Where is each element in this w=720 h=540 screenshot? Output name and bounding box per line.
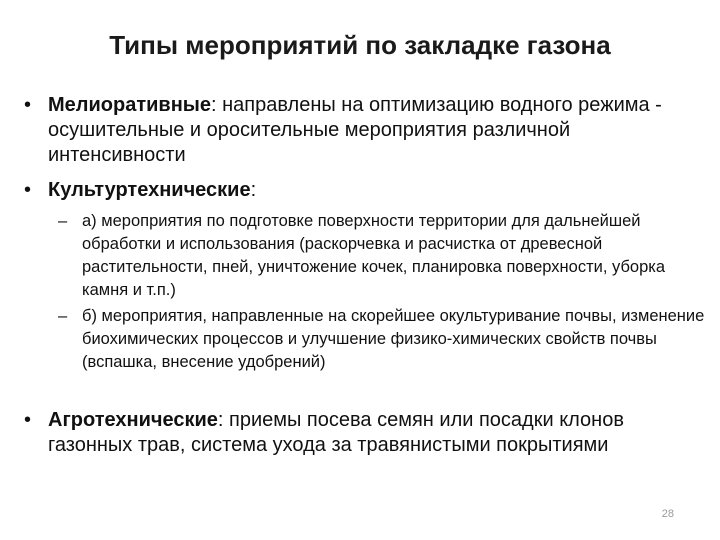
term-meliorative: Мелиоративные <box>48 94 212 116</box>
bullet-agrotechnical <box>22 408 712 458</box>
bullet-text: : <box>250 179 257 201</box>
bullet-meliorative <box>22 93 712 168</box>
dash-icon: – <box>58 307 68 325</box>
bullet-text: : приемы посева семян или посадки клонов газонных трав, система ухода за травянистыми покрытиями <box>48 409 624 456</box>
term-culturtechnical: Культуртехнические <box>48 179 251 201</box>
page-number: 28 <box>661 508 674 520</box>
subitem-b <box>58 305 708 374</box>
list-item <box>22 93 712 168</box>
bullet-culturtechnical <box>22 178 712 203</box>
bullet-icon: • <box>24 409 32 431</box>
list-item <box>22 408 712 458</box>
subitem-a <box>58 210 708 302</box>
bullet-icon: • <box>24 94 32 116</box>
list-item <box>58 210 708 302</box>
term-agrotechnical: Агротехнические <box>48 409 218 431</box>
subitem-text: б) мероприятия, направленные на скорейшее окультуривание почвы, изменение биохимических процессов и улучшение физико-химических свойств почвы (вспашка, внесение удобрений) <box>82 307 705 371</box>
list-item <box>22 178 712 203</box>
bullet-icon: • <box>24 179 32 201</box>
dash-icon: – <box>58 212 68 230</box>
list-item <box>58 305 708 374</box>
subitem-text: а) мероприятия по подготовке поверхности территории для дальнейшей обработки и использования (раскорчевка и расчистка от древесной растительности, пней, уничтожение кочек, планировка поверхности, уборка камня и т.п.) <box>82 212 666 299</box>
slide-title: Типы мероприятий по закладке газона <box>109 30 611 60</box>
bullet-text: : направлены на оптимизацию водного режима - осушительные и оросительные мероприятия различной интенсивности <box>48 94 662 166</box>
